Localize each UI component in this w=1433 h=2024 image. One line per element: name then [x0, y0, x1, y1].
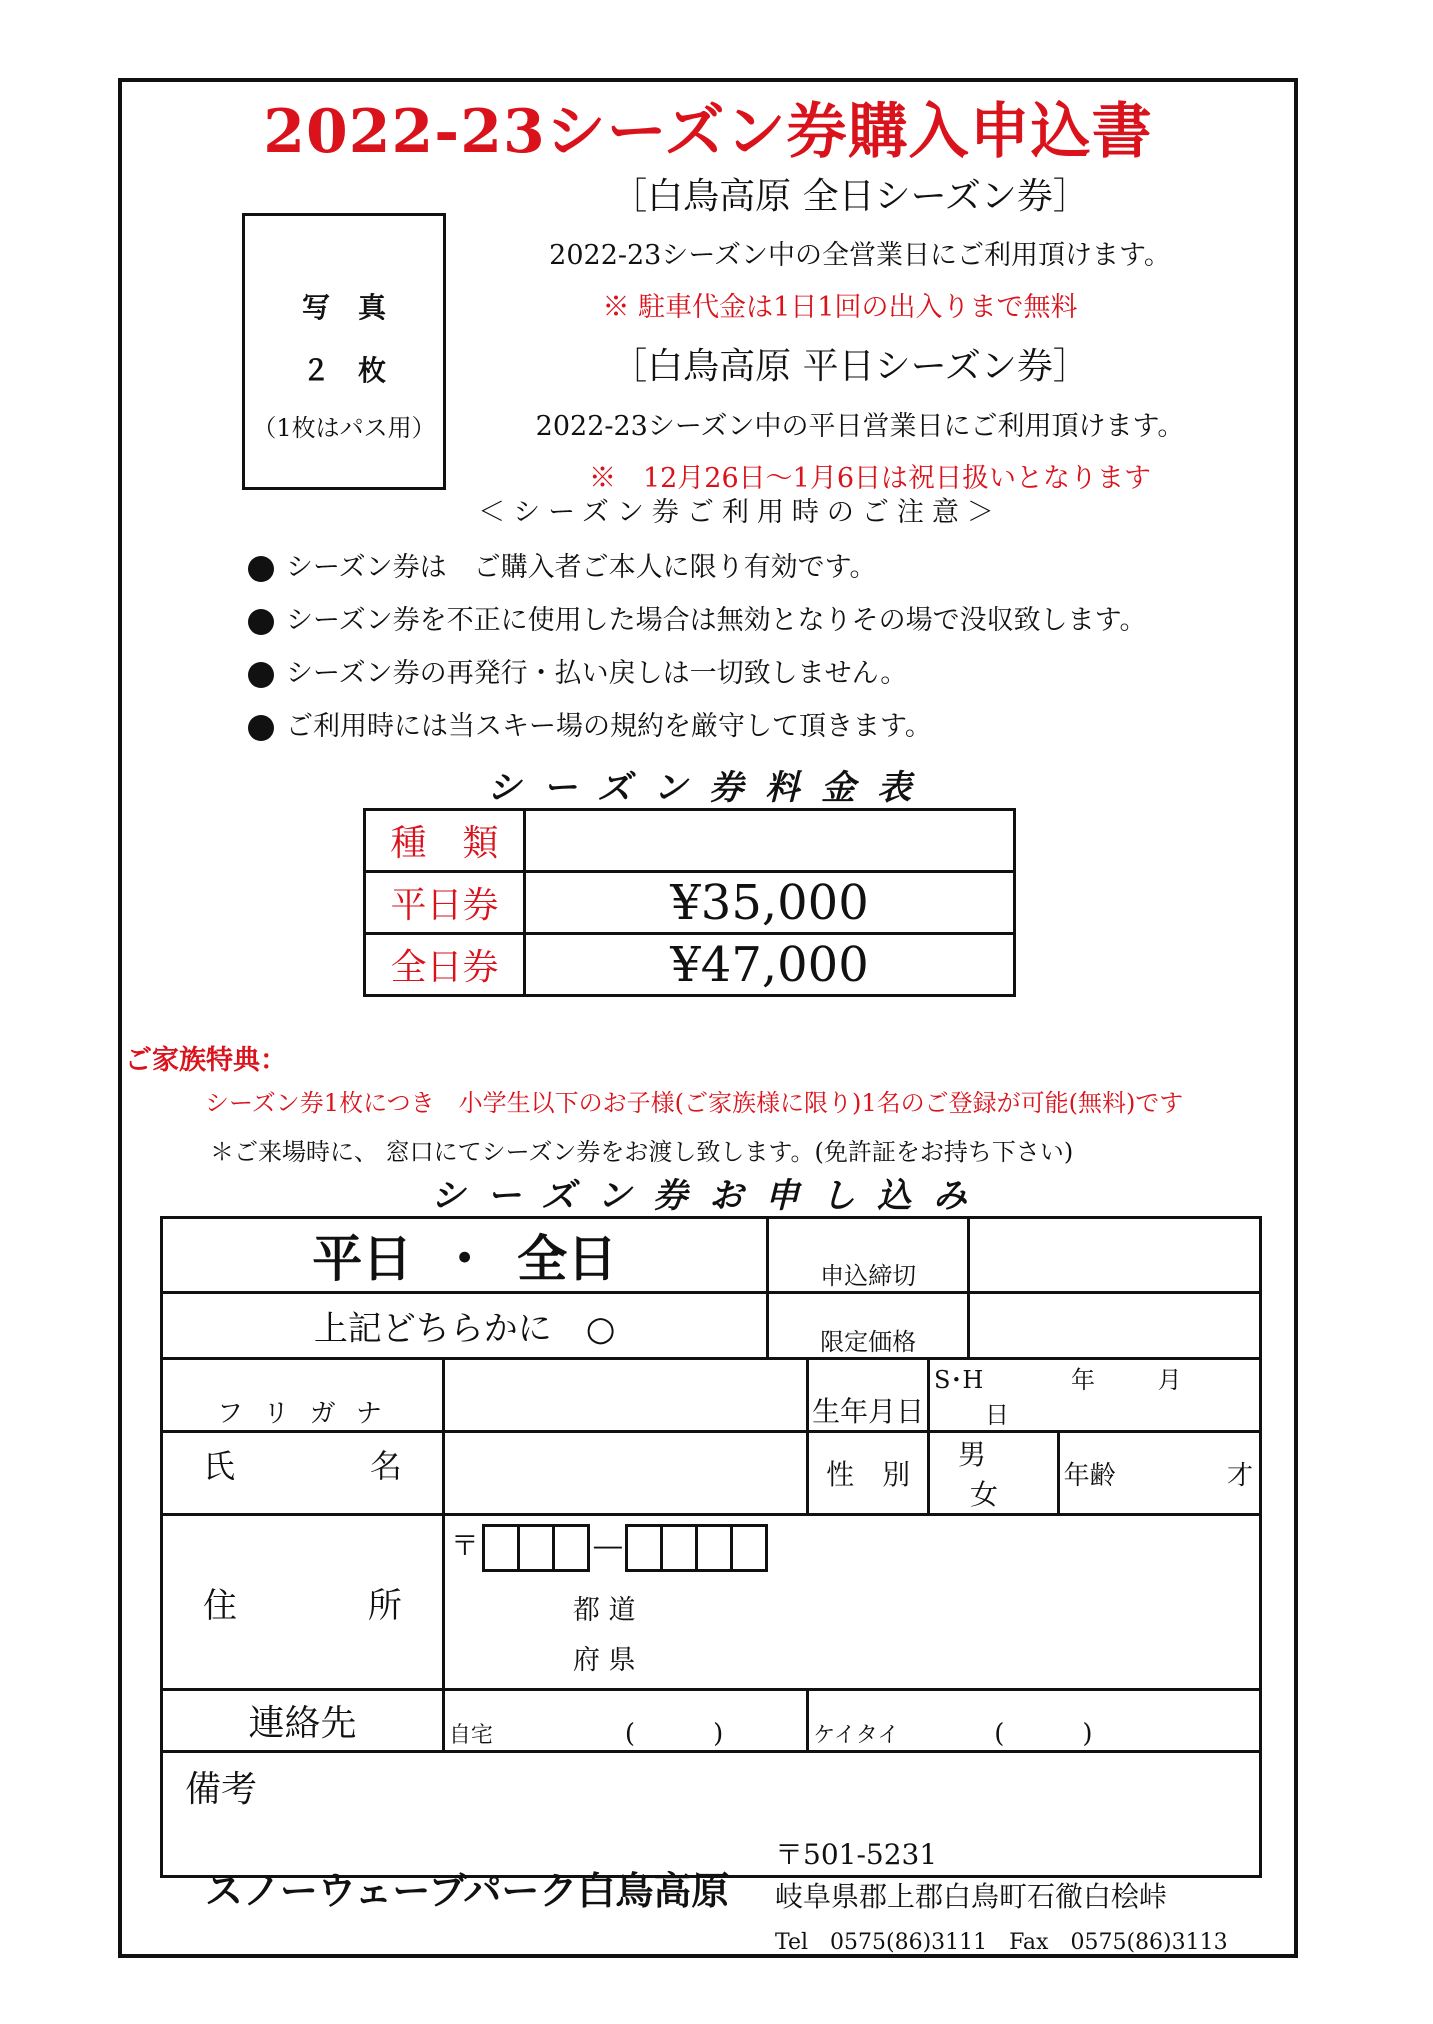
furigana-label: フ リ ガ ナ: [162, 1359, 444, 1432]
gender-male[interactable]: 男: [957, 1438, 986, 1471]
name-label: [162, 1432, 444, 1515]
age-field[interactable]: [1058, 1432, 1260, 1515]
table-row: [162, 1359, 1261, 1432]
postal-code-field[interactable]: [451, 1524, 768, 1572]
table-row: [365, 872, 1015, 934]
name-label-1: 氏: [203, 1447, 236, 1485]
address-label: [162, 1515, 444, 1690]
form-heading: シーズン券お申し込み: [430, 1176, 990, 1216]
address-field[interactable]: [443, 1515, 1260, 1690]
notice-text: シーズン券は ご購入者ご本人に限り有効です。: [286, 552, 877, 583]
notice-item: [248, 545, 877, 584]
table-row: [162, 1293, 1261, 1359]
birthdate-field[interactable]: [928, 1359, 1260, 1432]
prefecture-line-2: 府 県: [572, 1645, 636, 1676]
pass-heading-allday: ［白鳥高原 全日シーズン券］: [611, 176, 1089, 217]
table-row: [162, 1432, 1261, 1515]
price-value-allday: ¥47,000: [525, 934, 1015, 996]
family-text: シーズン券1枚につき 小学生以下のお子様(ご家族様に限り)1名のご登録が可能(無料)です: [205, 1089, 1184, 1117]
price-label-weekday: 平日券: [365, 872, 525, 934]
photo-box-line1: 写 真: [301, 291, 386, 324]
contact-label: 連絡先: [162, 1690, 444, 1752]
age-unit: 才: [1226, 1460, 1253, 1491]
pass-note-weekday: ※ 12月26日～1月6日は祝日扱いとなります: [588, 463, 1152, 494]
footer-postal: 〒501-5231: [775, 1838, 938, 1871]
bullet-icon: [248, 715, 274, 741]
mobile-phone-field[interactable]: [808, 1690, 1261, 1752]
notice-item: [248, 651, 907, 690]
address-label-2: 所: [367, 1586, 402, 1626]
zip-digit[interactable]: [517, 1524, 555, 1572]
zip-digit[interactable]: [695, 1524, 733, 1572]
notice-item: [248, 704, 932, 743]
name-field[interactable]: [443, 1432, 807, 1515]
page-title: 2022-23シーズン券購入申込書: [263, 97, 1153, 167]
address-label-1: 住: [203, 1586, 237, 1626]
family-label: ご家族特典：: [125, 1045, 287, 1076]
table-row: [365, 934, 1015, 996]
bullet-icon: [248, 556, 274, 582]
notice-text: シーズン券の再発行・払い戻しは一切致しません。: [286, 658, 908, 689]
table-row: [162, 1515, 1261, 1690]
home-phone-field[interactable]: [443, 1690, 807, 1752]
footer-phone: Tel 0575(86)3111 Fax 0575(86)3113: [775, 1930, 1228, 1955]
price-value-weekday: ¥35,000: [525, 872, 1015, 934]
application-form: [160, 1216, 1262, 1878]
pass-type-choice[interactable]: [162, 1218, 768, 1293]
photo-box-line3: （1枚はパス用）: [252, 414, 436, 442]
birthdate-label: 生年月日: [808, 1359, 929, 1432]
photo-box: [242, 213, 446, 490]
table-row: [162, 1690, 1261, 1752]
choice-instruction: 上記どちらかに ○: [162, 1293, 768, 1359]
deadline-field[interactable]: [968, 1218, 1260, 1293]
photo-box-line2: ２ 枚: [301, 354, 386, 387]
notice-heading: ＜シーズン券ご利用時のご注意＞: [478, 497, 1002, 528]
limited-price-field[interactable]: [968, 1293, 1260, 1359]
zip-digit[interactable]: [552, 1524, 590, 1572]
mobile-phone-label: ケイタイ: [813, 1723, 900, 1748]
birth-era: S･H: [933, 1366, 984, 1394]
pass-note-allday: ※ 駐車代金は1日1回の出入りまで無料: [602, 292, 1078, 323]
choice-weekday[interactable]: 平日: [312, 1229, 413, 1288]
notice-text: シーズン券を不正に使用した場合は無効となりその場で没収致します。: [286, 605, 1147, 636]
pass-desc-weekday: 2022-23シーズン中の平日営業日にご利用頂けます。: [535, 411, 1185, 442]
pass-desc-allday: 2022-23シーズン中の全営業日にご利用頂けます。: [549, 240, 1171, 271]
zip-digit[interactable]: [730, 1524, 768, 1572]
family-note: ＊ご来場時に、 窓口にてシーズン券をお渡し致します。(免許証をお持ち下さい): [210, 1138, 1074, 1166]
gender-label: 性 別: [808, 1432, 929, 1515]
price-label-allday: 全日券: [365, 934, 525, 996]
home-phone-paren: ( ): [624, 1719, 724, 1749]
table-row: [162, 1218, 1261, 1293]
notice-item: [248, 598, 1147, 637]
choice-separator: ・: [439, 1229, 490, 1288]
furigana-field[interactable]: [443, 1359, 807, 1432]
table-row: [162, 1752, 1261, 1877]
pass-heading-weekday: ［白鳥高原 平日シーズン券］: [611, 346, 1089, 387]
facility-name: スノーウェーブパーク白鳥高原: [205, 1869, 730, 1913]
limited-price-label: 限定価格: [768, 1293, 969, 1359]
notice-text: ご利用時には当スキー場の規約を厳守して頂きます。: [286, 711, 932, 742]
zip-digit[interactable]: [625, 1524, 663, 1572]
gender-field[interactable]: [928, 1432, 1058, 1515]
mobile-phone-paren: ( ): [994, 1719, 1093, 1749]
price-table: [363, 808, 1016, 997]
prefecture-line-1: 都 道: [572, 1595, 636, 1626]
postal-mark: 〒: [450, 1529, 479, 1562]
postal-dash: ―: [593, 1529, 622, 1562]
price-header-value: [525, 810, 1015, 872]
bullet-icon: [248, 662, 274, 688]
age-label: 年齢: [1063, 1460, 1116, 1491]
price-table-heading: シーズン券料金表: [486, 768, 934, 808]
footer-address: 岐阜県郡上郡白鳥町石徹白桧峠: [775, 1880, 1168, 1913]
home-phone-label: 自宅: [448, 1723, 493, 1748]
deadline-label: 申込締切: [768, 1218, 969, 1293]
remarks-label: 備考: [185, 1769, 258, 1810]
zip-digit[interactable]: [482, 1524, 520, 1572]
zip-digit[interactable]: [660, 1524, 698, 1572]
birth-month: 月: [1157, 1366, 1182, 1394]
choice-allday[interactable]: 全日: [517, 1229, 618, 1288]
bullet-icon: [248, 609, 274, 635]
table-row: [365, 810, 1015, 872]
birth-year: 年: [1070, 1366, 1095, 1394]
remarks-field[interactable]: [162, 1752, 1261, 1877]
gender-female[interactable]: 女: [969, 1478, 998, 1511]
birth-day: 日: [984, 1401, 1009, 1429]
name-label-2: 名: [369, 1447, 402, 1485]
price-header-label: 種 類: [365, 810, 525, 872]
